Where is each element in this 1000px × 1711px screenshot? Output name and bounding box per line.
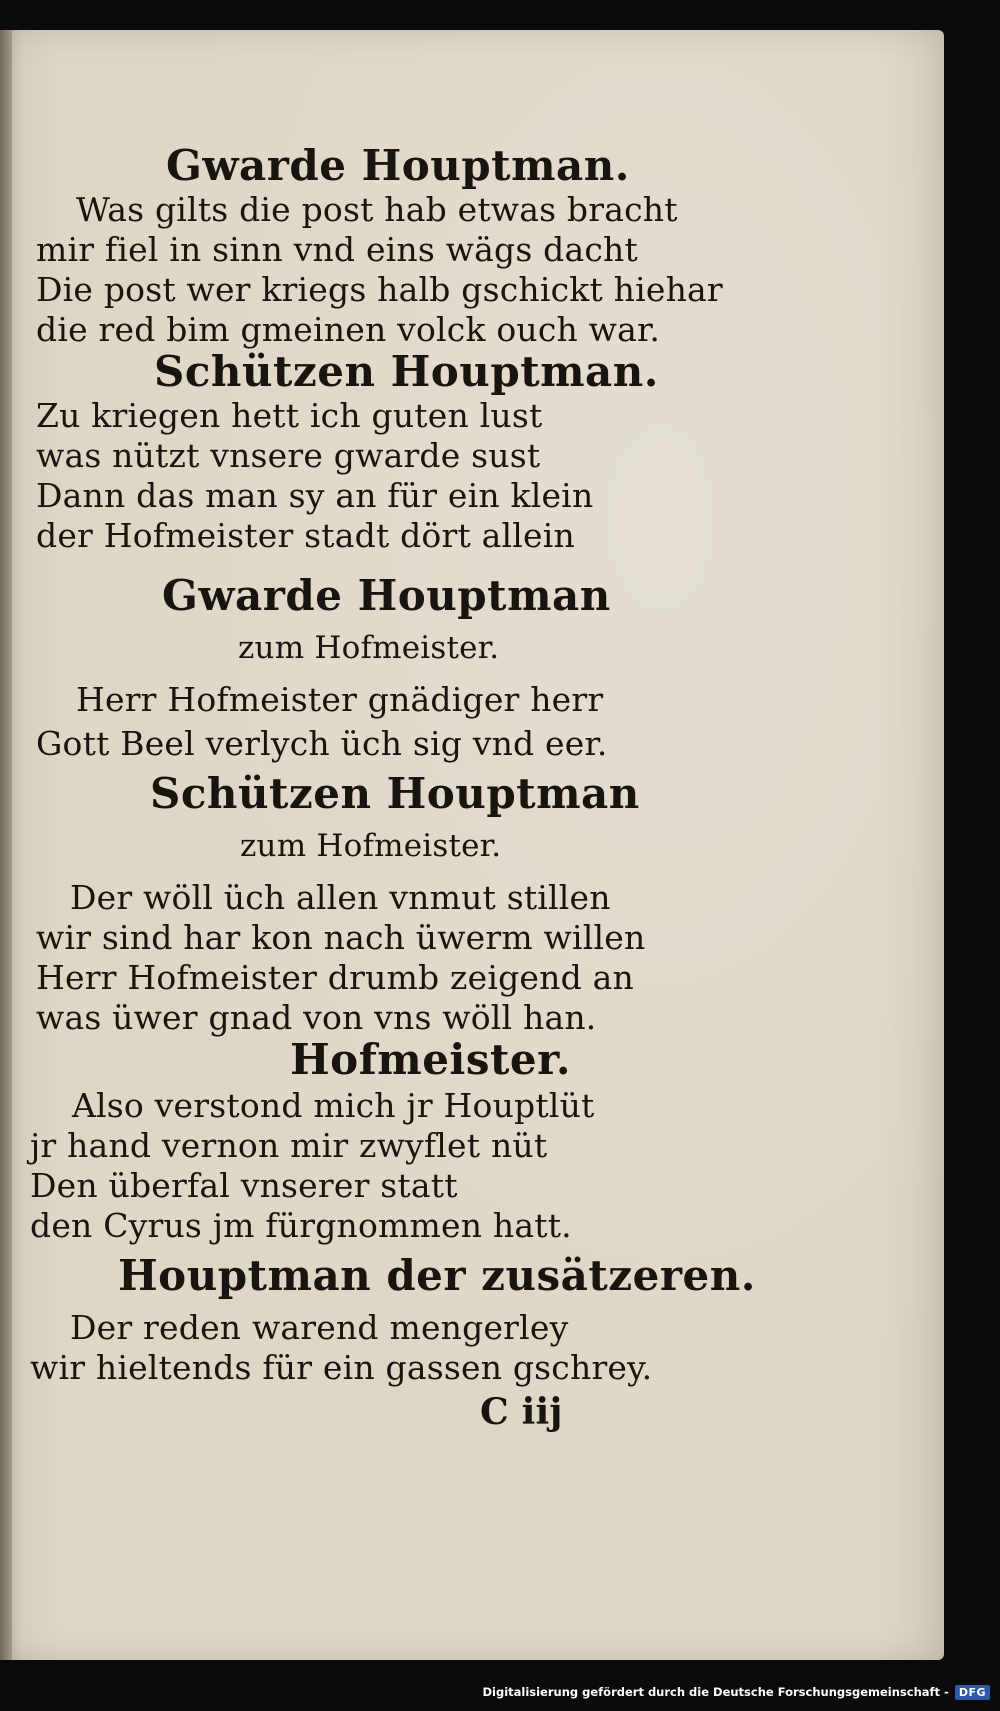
subheading-zum-hofmeister: zum Hofmeister.	[238, 630, 500, 666]
heading-gwarde-houptman-2: Gwarde Houptman	[162, 571, 611, 620]
verse-line: Herr Hofmeister gnädiger herr	[76, 680, 604, 719]
verse-line: Zu kriegen hett ich guten lust	[36, 396, 543, 435]
dfg-logo: DFG	[955, 1685, 990, 1700]
verse-line: Dann das man sy an für ein klein	[36, 476, 594, 515]
verse-line: wir hieltends für ein gassen gschrey.	[30, 1348, 653, 1387]
heading-gwarde-houptman: Gwarde Houptman.	[166, 141, 630, 190]
heading-schuetzen-houptman-2: Schützen Houptman	[150, 769, 640, 818]
page-gutter-shadow	[0, 30, 12, 1660]
verse-line: die red bim gmeinen volck ouch war.	[36, 310, 661, 349]
verse-line: was üwer gnad von vns wöll han.	[36, 998, 597, 1037]
funding-text: Digitalisierung gefördert durch die Deutsche Forschungsgemeinschaft -	[482, 1685, 949, 1699]
verse-line: Den überfal vnserer statt	[30, 1166, 458, 1205]
verse-line: was nützt vnsere gwarde sust	[36, 436, 541, 475]
verse-line: den Cyrus jm fürgnommen hatt.	[30, 1206, 572, 1245]
page-text	[0, 30, 944, 1660]
verse-line: Gott Beel verlych üch sig vnd eer.	[36, 724, 608, 763]
verse-line: Also verstond mich jr Houptlüt	[72, 1086, 595, 1125]
verse-line: mir fiel in sinn vnd eins wägs dacht	[36, 230, 638, 269]
verse-line: Die post wer kriegs halb gschickt hiehar	[36, 270, 723, 309]
heading-houptman-der-zusaetzeren: Houptman der zusätzeren.	[118, 1251, 756, 1300]
verse-line: Der wöll üch allen vnmut stillen	[70, 878, 611, 917]
verse-line: jr hand vernon mir zwyflet nüt	[30, 1126, 548, 1165]
heading-schuetzen-houptman: Schützen Houptman.	[154, 347, 659, 396]
verse-line: Herr Hofmeister drumb zeigend an	[36, 958, 634, 997]
heading-hofmeister: Hofmeister.	[290, 1035, 572, 1084]
subheading-zum-hofmeister-2: zum Hofmeister.	[240, 828, 502, 864]
verse-line: der Hofmeister stadt dört allein	[36, 516, 575, 555]
verse-line: Der reden warend mengerley	[70, 1308, 569, 1347]
funding-footer	[482, 1679, 990, 1705]
scanned-page	[0, 30, 944, 1660]
signature-mark: C iij	[480, 1391, 563, 1433]
verse-line: Was gilts die post hab etwas bracht	[76, 190, 678, 229]
verse-line: wir sind har kon nach üwerm willen	[36, 918, 646, 957]
